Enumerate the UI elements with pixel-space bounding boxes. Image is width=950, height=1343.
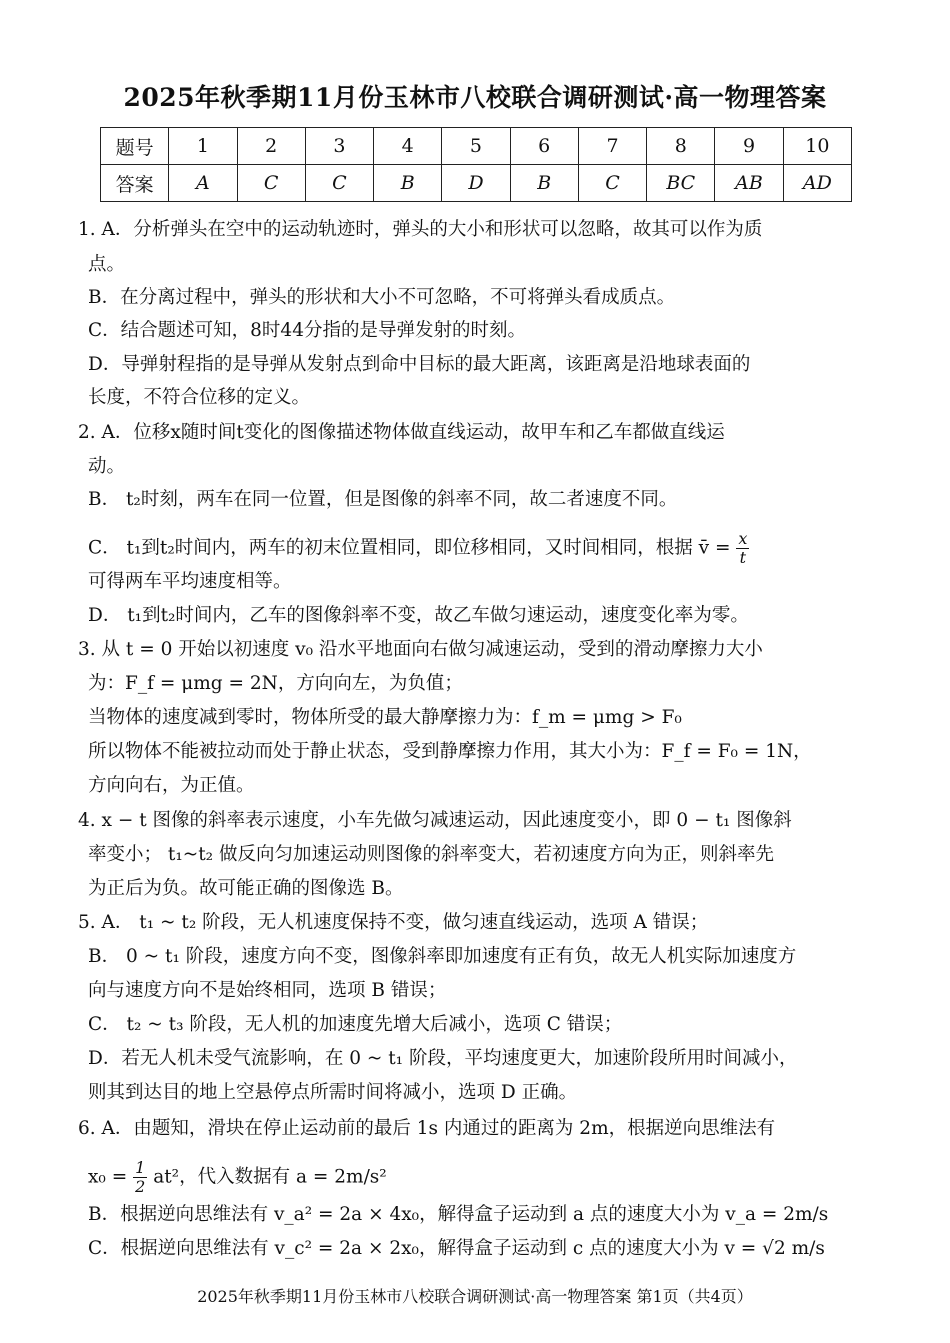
q2-line [88,530,749,567]
answer-cell: A [169,165,237,202]
q6-line: C．根据逆向思维法有 v_c² = 2a × 2x₀，解得盒子运动到 c 点的速度大小为 v = √2 m/s [88,1238,825,1259]
q4-line: 率变小； t₁~t₂ 做反向匀加速运动则图像的斜率变大，若初速度方向为正，则斜率先 [88,844,774,865]
answer-cell: BC [647,165,715,202]
number-cell: 3 [305,128,373,165]
q6-line-text: x₀ = [88,1166,128,1188]
answer-cell: C [237,165,305,202]
answer-cell: AB [715,165,783,202]
q3-line: 当物体的速度减到零时，物体所受的最大静摩擦力为：f_m = μmg > F₀ [88,707,682,728]
q3-line: 3. 从 t = 0 开始以初速度 v₀ 沿水平地面向右做匀减速运动，受到的滑动摩擦力大小 [78,639,763,660]
number-cell: 1 [169,128,237,165]
fraction-denominator: 2 [135,1177,146,1196]
q1-line: 长度，不符合位移的定义。 [88,387,311,408]
q6-line: B．根据逆向思维法有 v_a² = 2a × 4x₀，解得盒子运动到 a 点的速度大小为 v_a = 2m/s [88,1204,829,1225]
answer-cell: C [578,165,646,202]
number-cell: 6 [510,128,578,165]
q3-line: 方向向右，为正值。 [88,775,255,796]
fraction-denominator: t [739,548,747,567]
q1-line: C．结合题述可知，8时44分指的是导弹发射的时刻。 [88,320,526,341]
header-label-cell: 题号 [101,128,169,165]
q6-line [88,1159,387,1196]
q6-line-text: at²，代入数据有 a = 2m/s² [153,1166,387,1188]
answer-cell: C [305,165,373,202]
answer-label-cell: 答案 [101,165,169,202]
answer-cell: B [374,165,442,202]
q5-line: 则其到达目的地上空悬停点所需时间将减小，选项 D 正确。 [88,1082,578,1103]
number-cell: 4 [374,128,442,165]
q2-line-text: C． t₁到t₂时间内，两车的初末位置相同，即位移相同，又时间相同，根据 v̄ = [88,537,731,559]
q5-line: 向与速度方向不是始终相同，选项 B 错误； [88,980,447,1001]
q6-line: 6. A．由题知，滑块在停止运动前的最后 1s 内通过的距离为 2m，根据逆向思维法有 [78,1118,776,1139]
q2-line: 可得两车平均速度相等。 [88,571,292,592]
number-cell: 9 [715,128,783,165]
q1-line: 1. A．分析弹头在空中的运动轨迹时，弹头的大小和形状可以忽略，故其可以作为质 [78,219,763,240]
q2-line: B． t₂时刻，两车在同一位置，但是图像的斜率不同，故二者速度不同。 [88,489,678,510]
q1-line: 点。 [88,254,126,275]
answer-cell: AD [783,165,851,202]
q5-line: B． 0 ~ t₁ 阶段，速度方向不变，图像斜率即加速度有正有负，故无人机实际加速度方 [88,946,797,967]
page-footer: 2025年秋季期11月份玉林市八校联合调研测试·高一物理答案 第1页（共4页） [197,1287,753,1306]
fraction-numerator: x [738,529,748,548]
fraction-one-half [133,1159,147,1196]
q4-line: 为正后为负。故可能正确的图像选 B。 [88,878,404,899]
q2-line: D． t₁到t₂时间内，乙车的图像斜率不变，故乙车做匀速运动，速度变化率为零。 [88,605,749,626]
answer-cell: D [442,165,510,202]
q3-line: 所以物体不能被拉动而处于静止状态，受到静摩擦力作用，其大小为：F_f = F₀ = 1N， [88,741,812,762]
q4-line: 4. x − t 图像的斜率表示速度，小车先做匀减速运动，因此速度变小，即 0 − t₁ 图像斜 [78,810,792,831]
page-title: 2025年秋季期11月份玉林市八校联合调研测试·高一物理答案 [123,83,827,112]
q5-line: 5. A． t₁ ~ t₂ 阶段，无人机速度保持不变，做匀速直线运动，选项 A 错误； [78,912,709,933]
answer-cell: B [510,165,578,202]
q2-line: 2. A．位移x随时间t变化的图像描述物体做直线运动，故甲车和乙车都做直线运 [78,422,725,443]
number-cell: 10 [783,128,851,165]
q3-line: 为：F_f = μmg = 2N，方向向左，为负值； [88,673,463,694]
number-cell: 8 [647,128,715,165]
fraction-numerator: 1 [135,1158,146,1177]
number-cell: 5 [442,128,510,165]
q1-line: B．在分离过程中，弹头的形状和大小不可忽略，不可将弹头看成质点。 [88,287,676,308]
fraction-x-over-t [736,530,749,567]
number-cell: 7 [578,128,646,165]
number-cell: 2 [237,128,305,165]
q1-line: D．导弹射程指的是导弹从发射点到命中目标的最大距离，该距离是沿地球表面的 [88,354,751,375]
q5-line: D．若无人机未受气流影响，在 0 ~ t₁ 阶段，平均速度更大，加速阶段所用时间减小， [88,1048,798,1069]
q5-line: C． t₂ ~ t₃ 阶段，无人机的加速度先增大后减小，选项 C 错误； [88,1014,623,1035]
q2-line: 动。 [88,456,126,477]
